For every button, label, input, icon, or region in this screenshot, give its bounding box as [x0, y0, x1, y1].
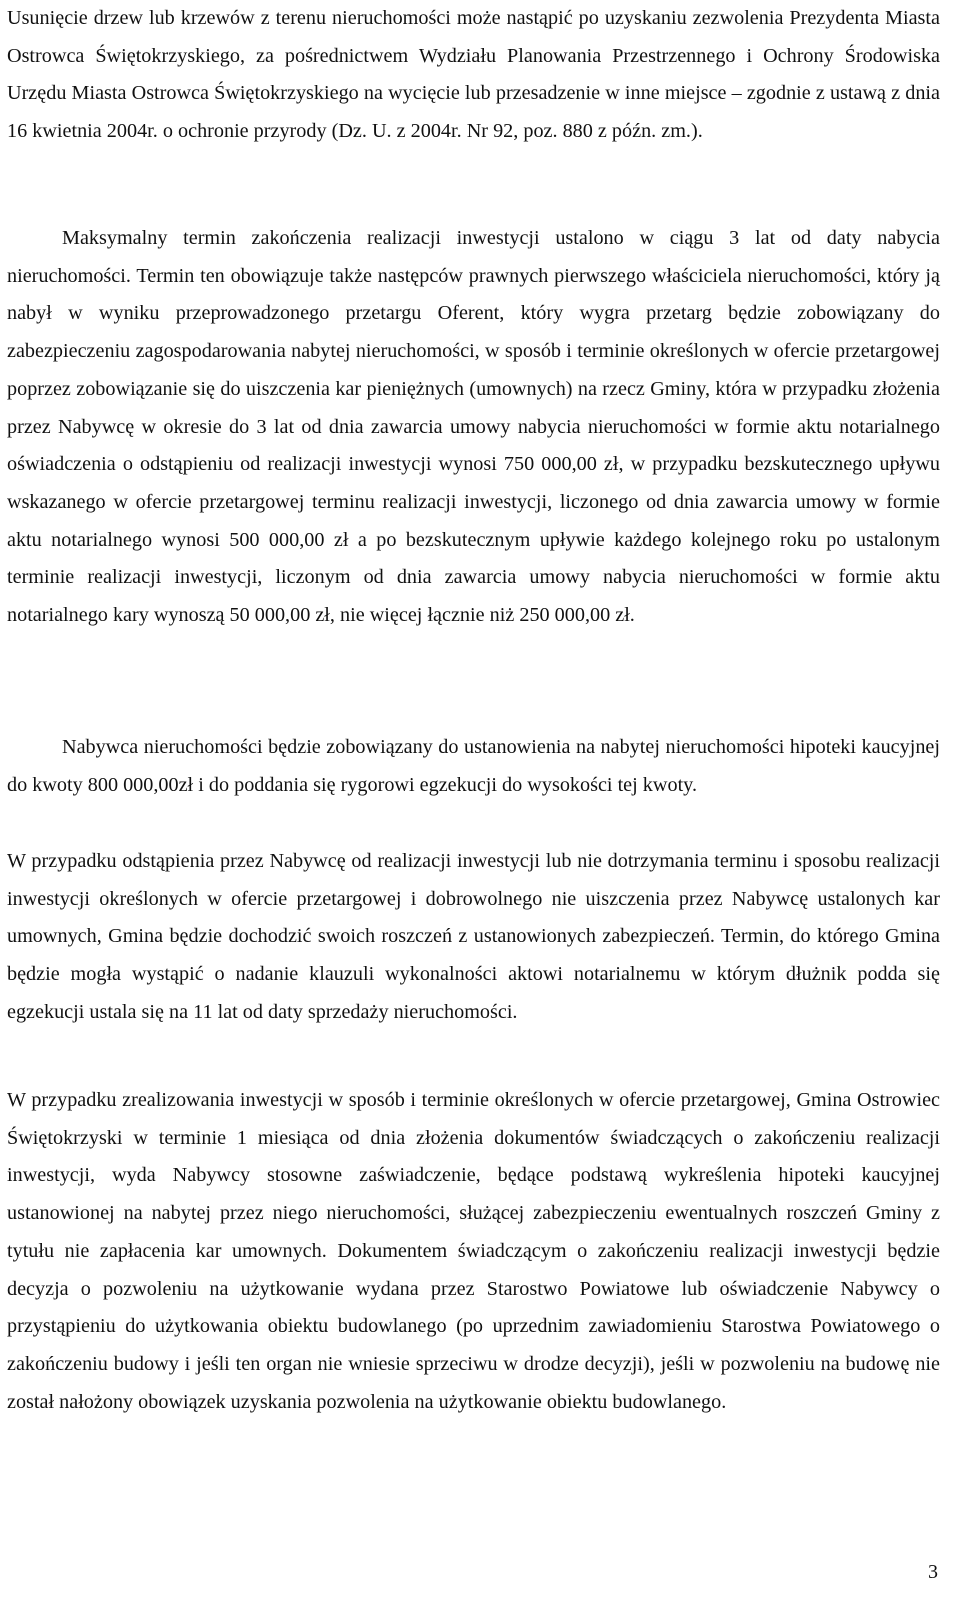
- paragraph-mortgage: Nabywca nieruchomości będzie zobowiązany do ustanowienia na nabytej nieruchomości hipoteki kaucyjnej do kwoty 800 000,00zł i do poddania się rygorowi egzekucji do wysokości tej kwoty.: [7, 736, 940, 796]
- page-number: 3: [928, 1561, 938, 1583]
- document-page: [7, 0, 940, 1597]
- paragraph-completion: W przypadku zrealizowania inwestycji w sposób i terminie określonych w ofercie przetargowej, Gmina Ostrowiec Świętokrzyski w terminie 1 miesiąca od dnia złożenia dokumentów świadczących o zakończeniu realizacji inwestycji, wyda Nabywcy stosowne zaświadczenie, będące podstawą wykreślenia hipoteki kaucyjnej ustanowionej na nabytej przez niego nieruchomości, służącej zabezpieczeniu ewentualnych roszczeń Gminy z tytułu nie zapłacenia kar umownych. Dokumentem świadczącym o zakończeniu realizacji inwestycji będzie decyzja o pozwoleniu na użytkowanie wydana przez Starostwo Powiatowe lub oświadczenie Nabywcy o przystąpieniu do użytkowania obiektu budowlanego (po uprzednim zawiadomieniu Starostwa Powiatowego o zakończeniu budowy i jeśli ten organ nie wniesie sprzeciwu w drodze decyzji), jeśli w pozwoleniu na budowę nie został nałożony obowiązek uzyskania pozwolenia na użytkowanie obiektu budowlanego.: [7, 1089, 940, 1413]
- paragraph-withdrawal: W przypadku odstąpienia przez Nabywcę od realizacji inwestycji lub nie dotrzymania terminu i sposobu realizacji inwestycji określonych w ofercie przetargowej i dobrowolnego nie uiszczenia przez Nabywcę ustalonych kar umownych, Gmina będzie dochodzić swoich roszczeń z ustanowionych zabezpieczeń. Termin, do którego Gmina będzie mogła wystąpić o nadanie klauzuli wykonalności aktowi notarialnemu w którym dłużnik podda się egzekucji ustala się na 11 lat od daty sprzedaży nieruchomości.: [7, 850, 940, 1023]
- paragraph-tree-removal: Usunięcie drzew lub krzewów z terenu nieruchomości może nastąpić po uzyskaniu zezwolenia Prezydenta Miasta Ostrowca Świętokrzyskiego, za pośrednictwem Wydziału Planowania Przestrzennego i Ochrony Środowiska Urzędu Miasta Ostrowca Świętokrzyskiego na wycięcie lub przesadzenie w inne miejsce – zgodnie z ustawą z dnia 16 kwietnia 2004r. o ochronie przyrody (Dz. U. z 2004r. Nr 92, poz. 880 z późn. zm.).: [7, 7, 940, 143]
- paragraph-investment-deadline: Maksymalny termin zakończenia realizacji inwestycji ustalono w ciągu 3 lat od daty nabycia nieruchomości. Termin ten obowiązuje także następców prawnych pierwszego właściciela nieruchomości, który ją nabył w wyniku przeprowadzonego przetargu Oferent, który wygra przetarg będzie zobowiązany do zabezpieczeniu zagospodarowania nabytej nieruchomości, w sposób i terminie określonych w ofercie przetargowej poprzez zobowiązanie się do uiszczenia kar pieniężnych (umownych) na rzecz Gminy, która w przypadku złożenia przez Nabywcę w okresie do 3 lat od dnia zawarcia umowy nabycia nieruchomości w formie aktu notarialnego oświadczenia o odstąpieniu od realizacji inwestycji wynosi 750 000,00 zł, w przypadku bezskutecznego upływu wskazanego w ofercie przetargowej terminu realizacji inwestycji, liczonego od dnia zawarcia umowy w formie aktu notarialnego wynosi 500 000,00 zł a po bezskutecznym upływie każdego kolejnego roku po ustalonym terminie realizacji inwestycji, liczonym od dnia zawarcia umowy nabycia nieruchomości w formie aktu notarialnego kary wynoszą 50 000,00 zł, nie więcej łącznie niż 250 000,00 zł.: [7, 227, 940, 627]
